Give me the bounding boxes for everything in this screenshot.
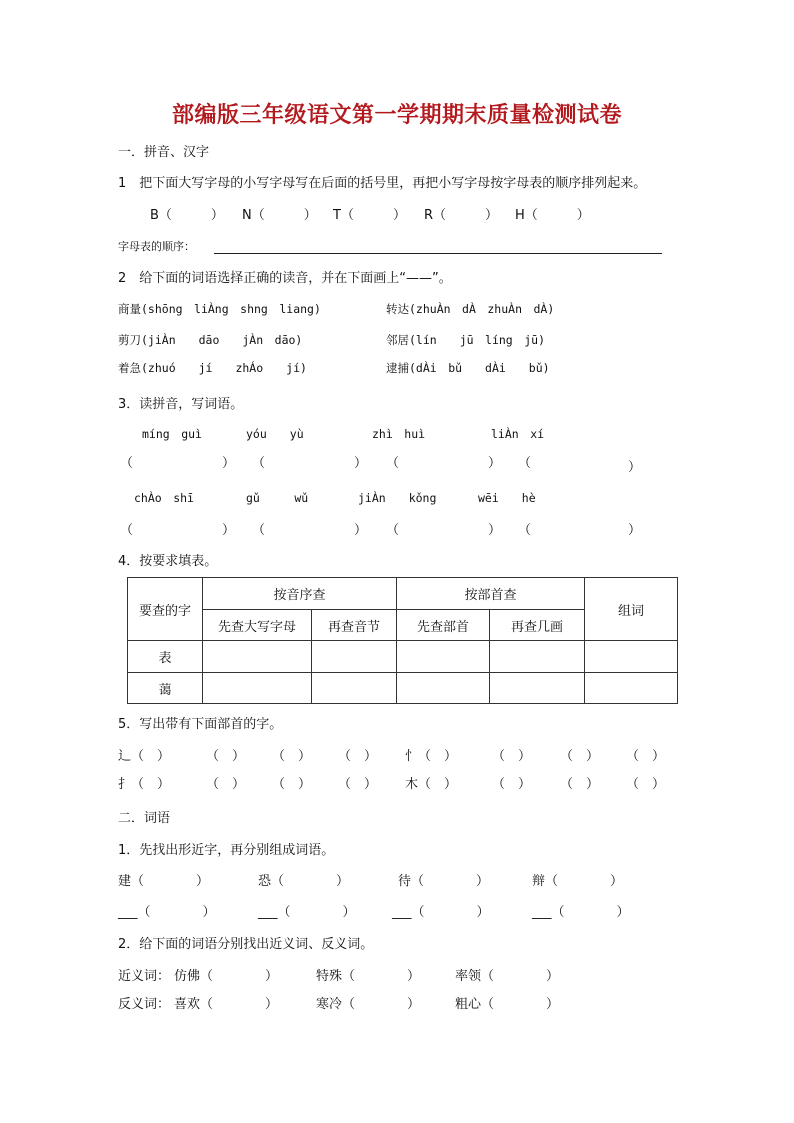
radical-slot: 忄（ ） [405, 749, 458, 764]
letter-h: H（ ） [515, 208, 590, 223]
col-char-header: 要查的字 [128, 578, 203, 641]
answer-cell[interactable] [585, 673, 678, 704]
q5-text: 5．写出带有下面部首的字。 [118, 717, 283, 732]
radical-slot: （ ） [206, 777, 246, 792]
radical-slot: （ ） [560, 777, 600, 792]
q1-text: 1 把下面大写字母的小写字母写在后面的括号里，再把小写字母按字母表的顺序排列起来。 [118, 176, 647, 191]
blank-item: ___（ ） [532, 905, 630, 920]
section-heading-2: 二．词语 [118, 811, 171, 826]
antonym-item: 寒冷（ ） [316, 997, 421, 1012]
group-yinxu-header: 按音序查 [203, 578, 397, 610]
synonym-label: 近义词： [118, 969, 171, 984]
synonym-item: 率领（ ） [455, 969, 560, 984]
answer-cell[interactable] [397, 641, 490, 673]
blank-item: ___（ ） [118, 905, 216, 920]
answer-bracket-open: （ [120, 523, 134, 538]
answer-cell[interactable] [312, 673, 397, 704]
answer-bracket-open: （ [518, 523, 532, 538]
pinyin: jiÀn kǒng [358, 491, 437, 505]
group-bushou-header: 按部首查 [397, 578, 585, 610]
radical-slot: （ ） [272, 777, 312, 792]
sub-header: 先查部首 [397, 610, 490, 641]
answer-cell[interactable] [203, 641, 312, 673]
row-char: 蔼 [128, 673, 203, 704]
order-answer-line[interactable] [214, 253, 662, 254]
p2-q2-text: 2．给下面的词语分别找出近义词、反义词。 [118, 937, 374, 952]
answer-bracket-open: （ [386, 456, 400, 471]
answer-bracket-close: ） [354, 523, 368, 538]
blank-item: ___（ ） [392, 905, 490, 920]
antonym-item: 粗心（ ） [455, 997, 560, 1012]
q2-item: 着急(zhuó jí zhÁo jí) [118, 361, 307, 375]
page-title: 部编版三年级语文第一学期期末质量检测试卷 [171, 102, 622, 128]
section-heading-1: 一．拼音、汉字 [118, 145, 210, 160]
radical-slot: （ ） [626, 749, 666, 764]
radical-slot: （ ） [272, 749, 312, 764]
answer-bracket-close: ） [628, 460, 642, 475]
answer-cell[interactable] [397, 673, 490, 704]
radical-slot: 辶（ ） [118, 749, 171, 764]
pinyin: míng guì [142, 427, 202, 441]
letter-n: N（ ） [242, 208, 317, 223]
lookup-table [127, 577, 678, 704]
radical-slot: （ ） [206, 749, 246, 764]
sub-header: 先查大写字母 [203, 610, 312, 641]
sub-header: 再查音节 [312, 610, 397, 641]
answer-cell[interactable] [585, 641, 678, 673]
answer-bracket-close: ） [222, 456, 236, 471]
q3-text: 3．读拼音，写词语。 [118, 397, 244, 412]
q2-item: 剪刀(jiÀn dāo jÀn dāo) [118, 333, 303, 347]
char-item: 待（ ） [398, 874, 490, 889]
pinyin: wēi hè [478, 491, 536, 505]
pinyin: yóu yù [246, 427, 304, 441]
q2-text: 2 给下面的词语选择正确的读音，并在下面画上“——”。 [118, 271, 452, 286]
sub-header: 再查几画 [490, 610, 585, 641]
radical-slot: （ ） [560, 749, 600, 764]
radical-slot: （ ） [626, 777, 666, 792]
synonym-item: 特殊（ ） [316, 969, 421, 984]
answer-bracket-close: ） [222, 523, 236, 538]
q2-item: 商量(shōng liÀng shng liang) [118, 302, 321, 316]
order-label: 字母表的顺序： [118, 240, 195, 253]
blank-item: ___（ ） [258, 905, 356, 920]
radical-slot: （ ） [338, 749, 378, 764]
col-zuci-header: 组词 [585, 578, 678, 641]
answer-cell[interactable] [203, 673, 312, 704]
answer-bracket-close: ） [488, 523, 502, 538]
pinyin: zhì huì [372, 427, 426, 441]
answer-bracket-close: ） [354, 456, 368, 471]
answer-bracket-close: ） [488, 456, 502, 471]
answer-cell[interactable] [490, 641, 585, 673]
pinyin: chÀo shī [134, 491, 194, 505]
answer-bracket-open: （ [252, 456, 266, 471]
q2-item: 逮捕(dÀi bǔ dÀi bǔ) [386, 361, 550, 375]
radical-slot: （ ） [492, 749, 532, 764]
answer-cell[interactable] [312, 641, 397, 673]
radical-slot: （ ） [492, 777, 532, 792]
row-char: 表 [128, 641, 203, 673]
letter-r: R（ ） [424, 208, 499, 223]
radical-slot: 扌（ ） [118, 777, 171, 792]
pinyin: gǔ wǔ [246, 491, 309, 505]
char-item: 建（ ） [118, 874, 210, 889]
answer-cell[interactable] [490, 673, 585, 704]
answer-bracket-open: （ [386, 523, 400, 538]
radical-slot: 木（ ） [405, 777, 458, 792]
pinyin: liÀn xí [491, 427, 545, 441]
q4-text: 4．按要求填表。 [118, 554, 218, 569]
char-item: 恐（ ） [258, 874, 350, 889]
antonym-label: 反义词： [118, 997, 171, 1012]
answer-bracket-open: （ [518, 456, 532, 471]
synonym-item: 仿佛（ ） [174, 969, 279, 984]
answer-bracket-open: （ [252, 523, 266, 538]
answer-bracket-open: （ [120, 456, 134, 471]
antonym-item: 喜欢（ ） [174, 997, 279, 1012]
p2-q1-text: 1．先找出形近字，再分别组成词语。 [118, 843, 335, 858]
letter-t: T（ ） [333, 208, 406, 223]
radical-slot: （ ） [338, 777, 378, 792]
letter-b: B（ ） [150, 208, 224, 223]
q2-item: 邻居(lín jū líng jū) [386, 333, 546, 347]
char-item: 辩（ ） [532, 874, 624, 889]
q2-item: 转达(zhuÀn dÀ zhuÀn dÀ) [386, 302, 555, 316]
answer-bracket-close: ） [628, 523, 642, 538]
